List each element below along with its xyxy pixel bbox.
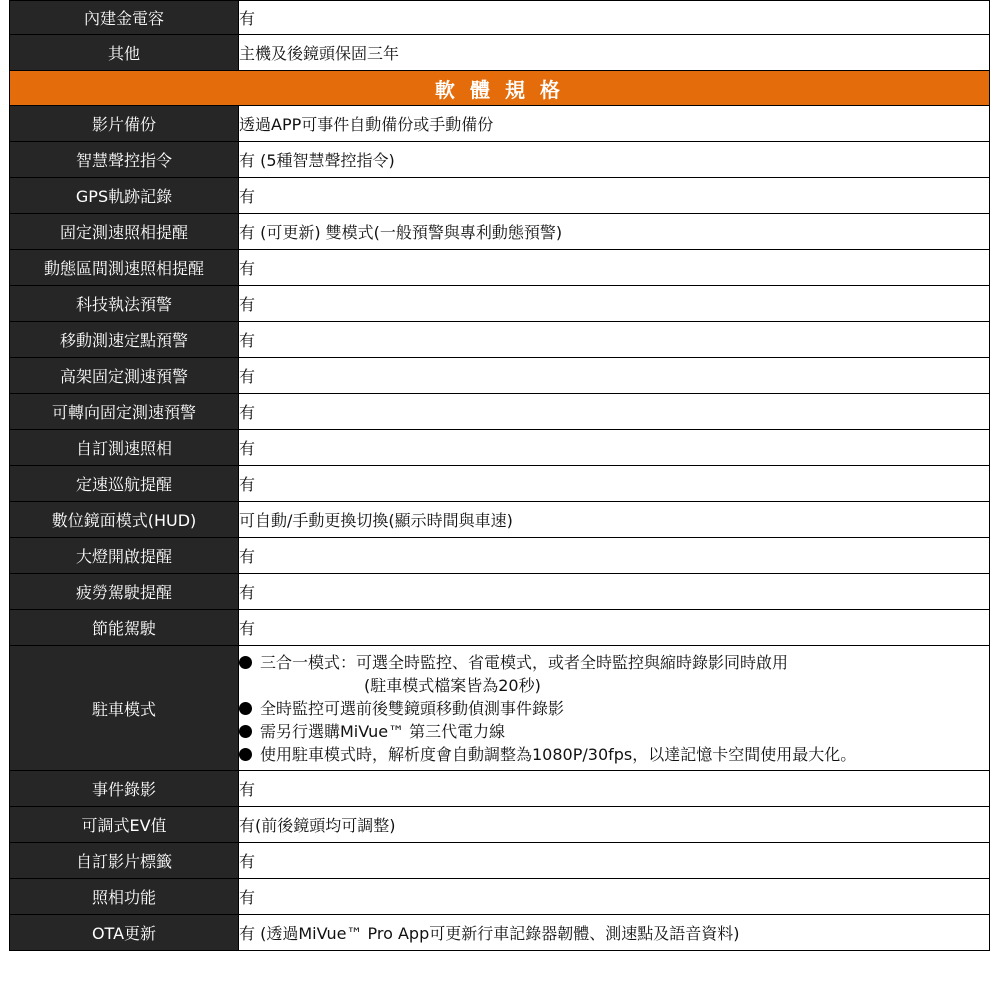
spec-label: 疲勞駕駛提醒	[10, 574, 239, 610]
spec-value: 有	[239, 879, 990, 915]
spec-value: 有	[239, 771, 990, 807]
parking-line	[239, 697, 989, 720]
spec-row	[10, 843, 990, 879]
spec-label: 固定測速照相提醒	[10, 214, 239, 250]
parking-line	[239, 651, 989, 674]
parking-line-text: 全時監控可選前後雙鏡頭移動偵測事件錄影	[260, 698, 565, 718]
spec-label: GPS軌跡記錄	[10, 178, 239, 214]
spec-table	[9, 0, 990, 951]
spec-row	[10, 538, 990, 574]
spec-value: 有 (透過MiVue™ Pro App可更新行車記錄器韌體、測速點及語音資料)	[239, 915, 990, 951]
spec-value: 有(前後鏡頭均可調整)	[239, 807, 990, 843]
spec-row	[10, 142, 990, 178]
section-title: 軟 體 規 格	[10, 71, 990, 106]
spec-row-other	[10, 35, 990, 71]
bullet-icon	[239, 725, 252, 738]
spec-value: 有	[239, 250, 990, 286]
spec-label: 駐車模式	[10, 646, 239, 771]
spec-label: 高架固定測速預警	[10, 358, 239, 394]
spec-row-capacitor	[10, 1, 990, 35]
spec-row	[10, 178, 990, 214]
spec-label: OTA更新	[10, 915, 239, 951]
spec-row	[10, 915, 990, 951]
spec-row	[10, 430, 990, 466]
spec-row	[10, 466, 990, 502]
spec-value: 有 (可更新) 雙模式(一般預警與專利動態預警)	[239, 214, 990, 250]
spec-label: 自訂影片標籤	[10, 843, 239, 879]
spec-row	[10, 807, 990, 843]
spec-label: 科技執法預警	[10, 286, 239, 322]
spec-value: 有	[239, 394, 990, 430]
spec-value: 有	[239, 286, 990, 322]
spec-row	[10, 250, 990, 286]
spec-value: 有 (5種智慧聲控指令)	[239, 142, 990, 178]
spec-value: 有	[239, 466, 990, 502]
spec-label: 內建金電容	[10, 1, 239, 35]
spec-label: 可轉向固定測速預警	[10, 394, 239, 430]
spec-value: 有	[239, 843, 990, 879]
spec-row	[10, 771, 990, 807]
spec-row	[10, 502, 990, 538]
spec-value: 有	[239, 574, 990, 610]
spec-row	[10, 574, 990, 610]
spec-value: 透過APP可事件自動備份或手動備份	[239, 106, 990, 142]
spec-label: 定速巡航提醒	[10, 466, 239, 502]
parking-note: (駐車模式檔案皆為20秒)	[364, 675, 541, 695]
spec-row	[10, 879, 990, 915]
spec-value: 有	[239, 178, 990, 214]
spec-label: 節能駕駛	[10, 610, 239, 646]
spec-row	[10, 358, 990, 394]
spec-label: 影片備份	[10, 106, 239, 142]
spec-label: 事件錄影	[10, 771, 239, 807]
section-header-row	[10, 71, 990, 106]
spec-value: 有	[239, 430, 990, 466]
parking-line	[239, 720, 989, 743]
spec-label: 智慧聲控指令	[10, 142, 239, 178]
spec-row	[10, 322, 990, 358]
spec-row-parking	[10, 646, 990, 771]
spec-value: 有	[239, 358, 990, 394]
spec-value: 有	[239, 322, 990, 358]
spec-value: 可自動/手動更換切換(顯示時間與車速)	[239, 502, 990, 538]
bullet-icon	[239, 656, 252, 669]
spec-label: 大燈開啟提醒	[10, 538, 239, 574]
spec-label: 照相功能	[10, 879, 239, 915]
spec-value: 有	[239, 610, 990, 646]
spec-label: 動態區間測速照相提醒	[10, 250, 239, 286]
parking-value	[239, 646, 990, 771]
spec-label: 自訂測速照相	[10, 430, 239, 466]
spec-value: 有	[239, 1, 990, 35]
spec-row	[10, 214, 990, 250]
parking-line-text: 三合一模式：可選全時監控、省電模式，或者全時監控與縮時錄影同時啟用	[260, 652, 789, 672]
spec-row	[10, 106, 990, 142]
spec-row	[10, 610, 990, 646]
spec-value: 主機及後鏡頭保固三年	[239, 35, 990, 71]
spec-row	[10, 394, 990, 430]
bullet-icon	[239, 748, 252, 761]
spec-label: 數位鏡面模式(HUD)	[10, 502, 239, 538]
spec-value: 有	[239, 538, 990, 574]
spec-label: 移動測速定點預警	[10, 322, 239, 358]
spec-label: 其他	[10, 35, 239, 71]
parking-line-text: 需另行選購MiVue™ 第三代電力線	[260, 721, 506, 741]
spec-row	[10, 286, 990, 322]
bullet-icon	[239, 702, 252, 715]
parking-line-text: 使用駐車模式時，解析度會自動調整為1080P/30fps，以達記憶卡空間使用最大化。	[260, 744, 857, 764]
parking-line	[239, 743, 989, 766]
spec-label: 可調式EV值	[10, 807, 239, 843]
